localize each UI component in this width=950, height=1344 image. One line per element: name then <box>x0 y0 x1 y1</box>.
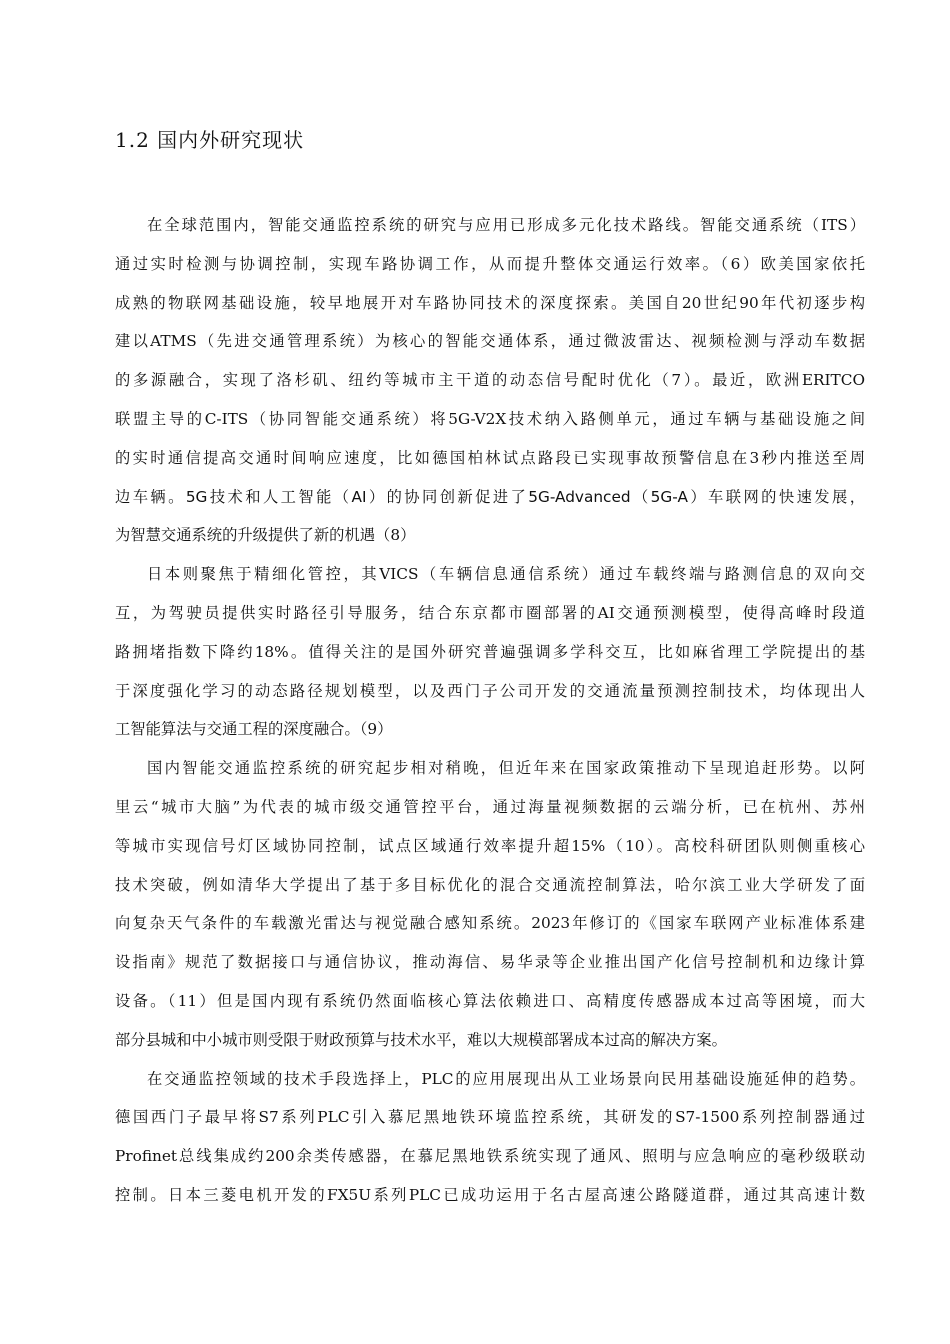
paragraph-2-line-5: 工智能算法与交通工程的深度融合。（9） <box>115 720 393 739</box>
paragraph-2-line-3: 路拥堵指数下降约18%。值得关注的是国外研究普遍强调多学科交互，比如麻省理工学院提出的基 <box>115 642 865 661</box>
paragraph-1-line-8: 边车辆。5G技术和人工智能（AI）的协同创新促进了5G-Advanced（5G-A）车联网的快速发展， <box>115 487 865 506</box>
paragraph-3-line-3: 等城市实现信号灯区域协同控制，试点区域通行效率提升超15%（10）。高校科研团队则侧重核心 <box>115 836 865 855</box>
paragraph-1-line-3: 成熟的物联网基础设施，较早地展开对车路协同技术的深度探索。美国自20世纪90年代初逐步构 <box>115 293 865 312</box>
body-text <box>115 206 865 1215</box>
paragraph-3-line-8: 部分县城和中小城市则受限于财政预算与技术水平，难以大规模部署成本过高的解决方案。 <box>115 1030 727 1049</box>
paragraph-3-line-4: 技术突破，例如清华大学提出了基于多目标优化的混合交通流控制算法，哈尔滨工业大学研发了面 <box>115 875 865 894</box>
paragraph-3-line-5: 向复杂天气条件的车载激光雷达与视觉融合感知系统。2023年修订的《国家车联网产业标准体系建 <box>115 914 865 933</box>
paragraph-2-line-4: 于深度强化学习的动态路径规划模型，以及西门子公司开发的交通流量预测控制技术，均体现出人 <box>115 681 865 700</box>
paragraph-1-line-7: 的实时通信提高交通时间响应速度，比如德国柏林试点路段已实现事故预警信息在3秒内推送至周 <box>115 448 865 467</box>
paragraph-4-line-1: 在交通监控领域的技术手段选择上，PLC的应用展现出从工业场景向民用基础设施延伸的趋势。 <box>147 1069 865 1088</box>
section-heading: 1.2 国内外研究现状 <box>115 128 305 152</box>
paragraph-3-line-2: 里云“城市大脑”为代表的城市级交通管控平台，通过海量视频数据的云端分析，已在杭州、苏州 <box>115 797 865 816</box>
paragraph-3-line-6: 设指南》规范了数据接口与通信协议，推动海信、易华录等企业推出国产化信号控制机和边缘计算 <box>115 953 865 972</box>
paragraph-3-line-1: 国内智能交通监控系统的研究起步相对稍晚，但近年来在国家政策推动下呈现追赶形势。以阿 <box>147 759 865 778</box>
paragraph-3-line-7: 设备。（11）但是国内现有系统仍然面临核心算法依赖进口、高精度传感器成本过高等困境，而大 <box>115 991 865 1010</box>
paragraph-1-line-6: 联盟主导的C-ITS（协同智能交通系统）将5G-V2X技术纳入路侧单元，通过车辆与基础设施之间 <box>115 409 865 428</box>
paragraph-2-line-1: 日本则聚焦于精细化管控，其VICS（车辆信息通信系统）通过车载终端与路测信息的双向交 <box>147 565 865 584</box>
paragraph-4-line-2: 德国西门子最早将S7系列PLC引入慕尼黑地铁环境监控系统，其研发的S7-1500系列控制器通过 <box>115 1108 865 1127</box>
paragraph-2-line-2: 互，为驾驶员提供实时路径引导服务，结合东京都市圈部署的AI交通预测模型，使得高峰时段道 <box>115 603 865 622</box>
paragraph-4-line-3: Profinet总线集成约200余类传感器，在慕尼黑地铁系统实现了通风、照明与应急响应的毫秒级联动 <box>115 1147 865 1166</box>
paragraph-1-line-9: 为智慧交通系统的升级提供了新的机遇（8） <box>115 526 416 545</box>
paragraph-1-line-1: 在全球范围内，智能交通监控系统的研究与应用已形成多元化技术路线。智能交通系统（ITS） <box>147 216 865 234</box>
paragraph-4-line-4: 控制。日本三菱电机开发的FX5U系列PLC已成功运用于名古屋高速公路隧道群，通过其高速计数 <box>115 1185 865 1204</box>
paragraph-1-line-5: 的多源融合，实现了洛杉矶、纽约等城市主干道的动态信号配时优化（7）。最近，欧洲ERITCO <box>115 371 865 390</box>
paragraph-1-line-4: 建以ATMS（先进交通管理系统）为核心的智能交通体系，通过微波雷达、视频检测与浮动车数据 <box>115 332 865 351</box>
paragraph-1-line-2: 通过实时检测与协调控制，实现车路协调工作，从而提升整体交通运行效率。（6）欧美国家依托 <box>115 254 865 273</box>
